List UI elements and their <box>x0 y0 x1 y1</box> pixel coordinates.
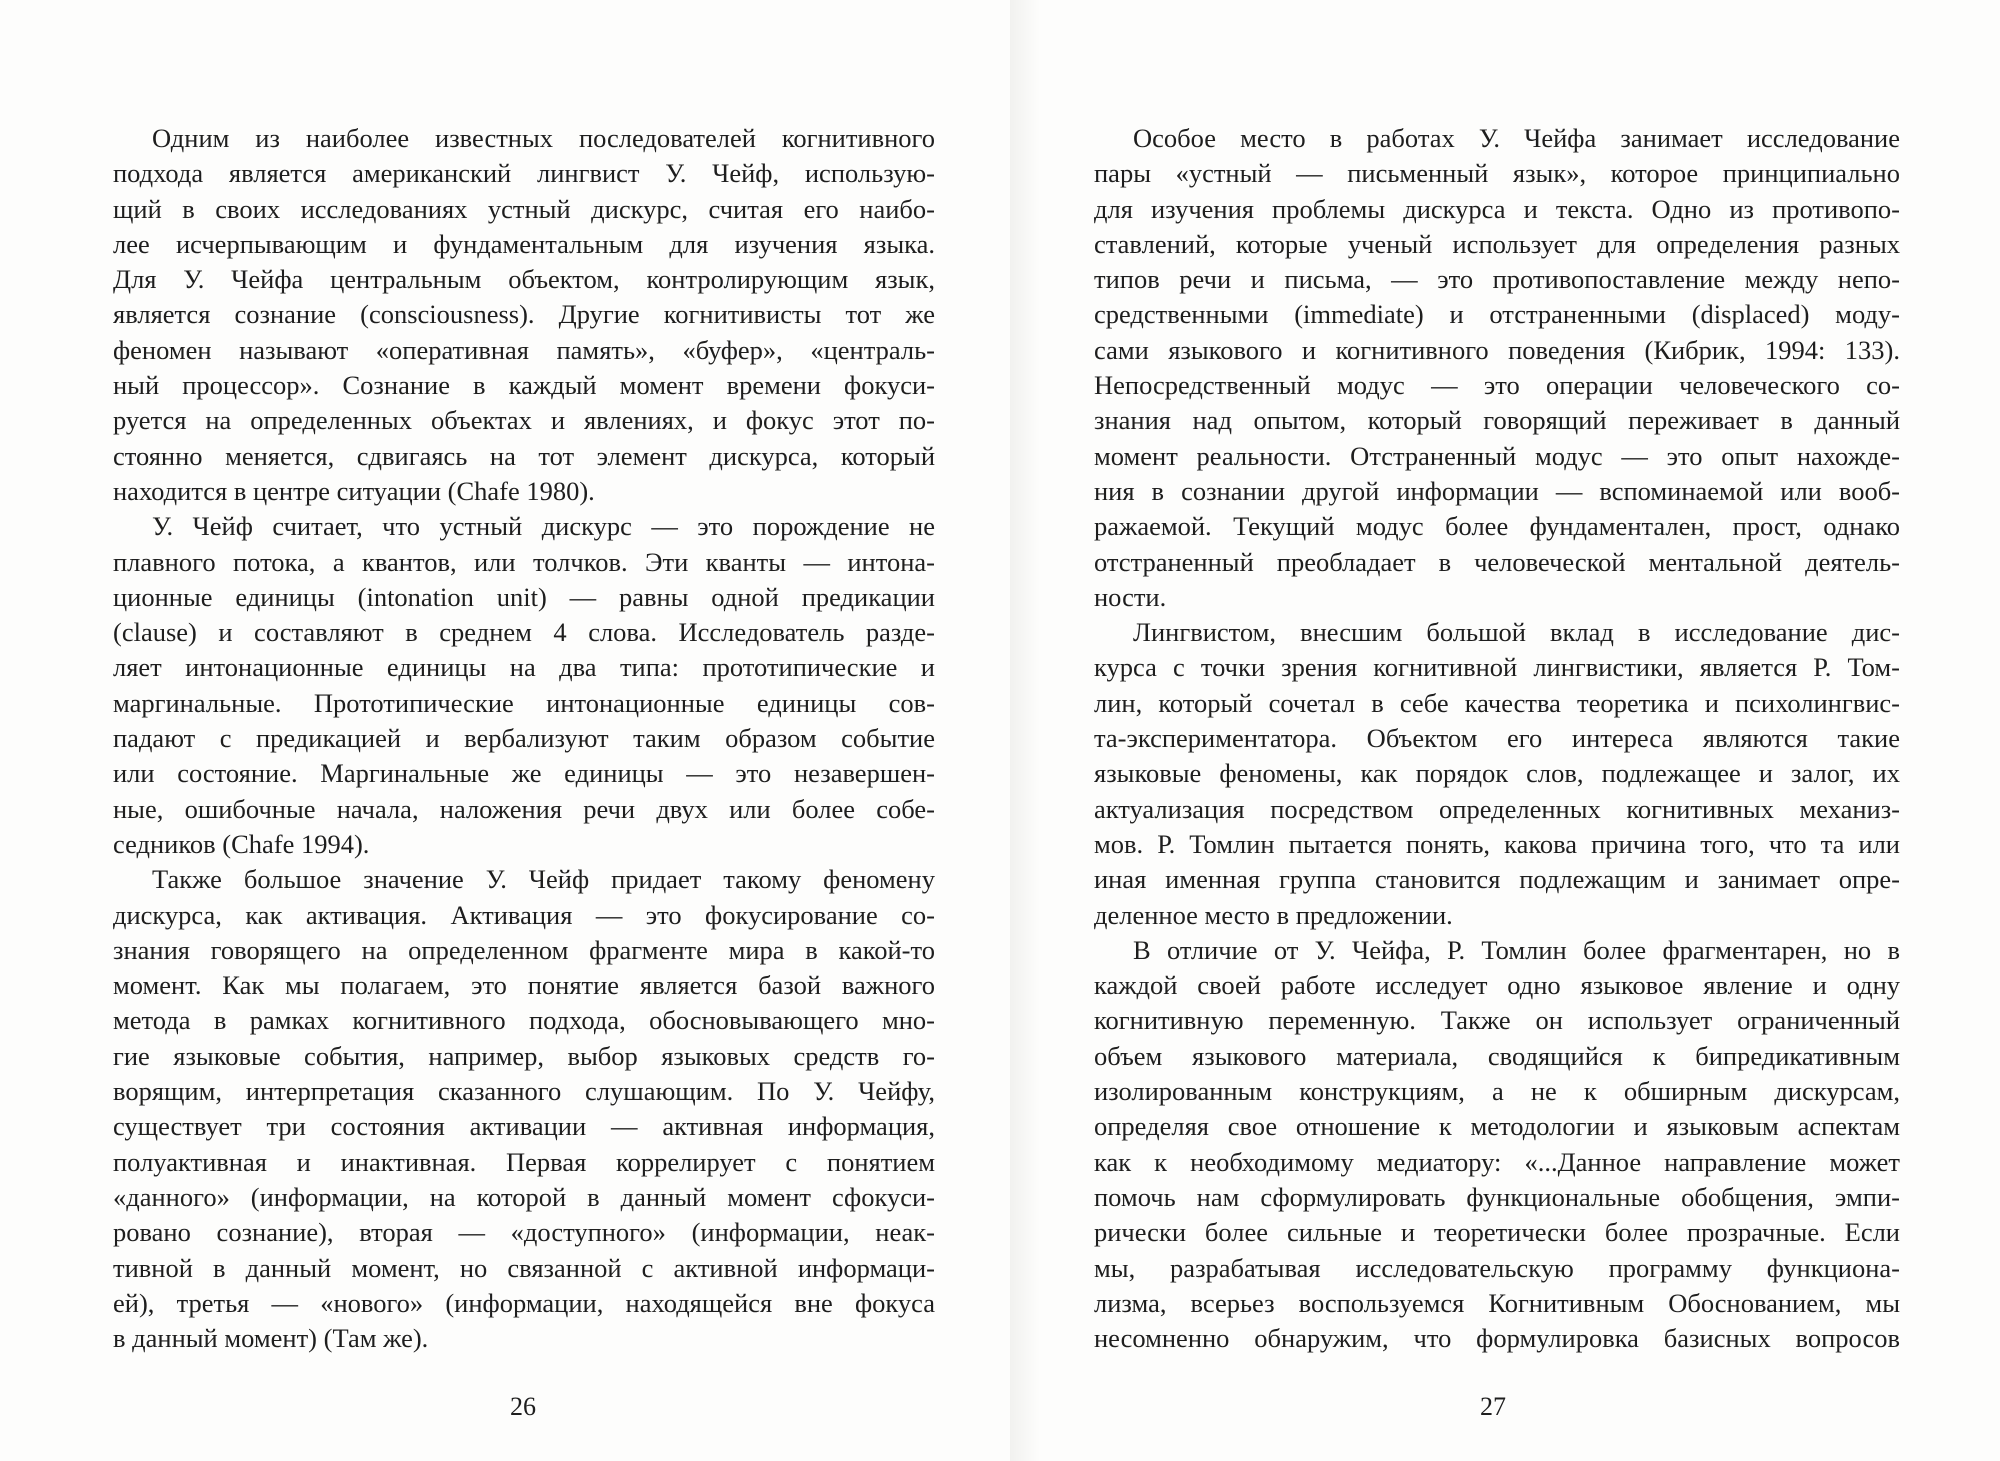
page-27-body <box>1094 121 1900 1356</box>
text-line: полуактивная и инактивная. Первая коррелирует с понятием <box>113 1146 935 1177</box>
text-line: помочь нам сформулировать функциональные обобщения, эмпи- <box>1094 1181 1900 1212</box>
text-line: плавного потока, а квантов, или толчков. Эти кванты — интона- <box>113 546 935 577</box>
text-line: языковые феномены, как порядок слов, подлежащее и залог, их <box>1094 758 1900 789</box>
page-26-body <box>113 121 935 1356</box>
text-line: изолированным конструкциям, а не к обширным дискурсам, <box>1094 1076 1900 1107</box>
text-line: как к необходимому медиатору: «...Данное направление может <box>1094 1146 1900 1177</box>
text-line: ные, ошибочные начала, наложения речи двух или более собе- <box>113 793 935 824</box>
text-line: Лингвистом, внесшим большой вклад в исследование дис- <box>1133 617 1900 648</box>
text-line: сами языкового и когнитивного поведения (Кибрик, 1994: 133). <box>1094 334 1900 365</box>
text-line: стоянно меняется, сдвигаясь на тот элемент дискурса, который <box>113 440 935 471</box>
text-line: та-экспериментатора. Объектом его интереса являются такие <box>1094 723 1900 754</box>
text-line: лее исчерпывающим и фундаментальным для изучения языка. <box>113 228 935 259</box>
paragraph <box>113 509 935 862</box>
text-line: момент реальности. Отстраненный модус — это опыт нахожде- <box>1094 440 1900 471</box>
text-line: ей), третья — «нового» (информации, находящейся вне фокуса <box>113 1287 935 1318</box>
text-line: ния в сознании другой информации — вспоминаемой или вооб- <box>1094 475 1900 506</box>
text-line: У. Чейф считает, что устный дискурс — это порождение не <box>152 511 935 542</box>
text-line: Для У. Чейфа центральным объектом, контролирующим язык, <box>113 264 935 295</box>
text-line: щий в своих исследованиях устный дискурс, считая его наибо- <box>113 193 935 224</box>
text-line: типов речи и письма, — это противопоставление между непо- <box>1094 264 1900 295</box>
text-line: лизма, всерьез воспользуемся Когнитивным Обоснованием, мы <box>1094 1287 1900 1318</box>
text-line: мы, разрабатывая исследовательскую программу функциона- <box>1094 1252 1900 1283</box>
text-line: Особое место в работах У. Чейфа занимает исследование <box>1133 123 1900 153</box>
paragraph <box>1094 121 1900 615</box>
text-line: феномен называют «оперативная память», «буфер», «централь- <box>113 334 935 365</box>
text-line: в данный момент) (Там же). <box>113 1323 429 1354</box>
text-line: руется на определенных объектах и явлениях, и фокус этот по- <box>113 405 935 436</box>
text-line: деленное место в предложении. <box>1094 899 1453 930</box>
page-number: 26 <box>510 1392 536 1421</box>
text-line: дискурса, как активация. Активация — это фокусирование со- <box>113 899 935 930</box>
text-line: средственными (immediate) и отстраненными (displaced) моду- <box>1094 299 1900 330</box>
page-number: 27 <box>1480 1392 1506 1421</box>
text-line: В отличие от У. Чейфа, Р. Томлин более фрагментарен, но в <box>1133 934 1900 965</box>
text-line: иная именная группа становится подлежащим и занимает опре- <box>1094 864 1900 895</box>
text-line: Одним из наиболее известных последователей когнитивного <box>152 123 935 153</box>
text-line: лин, который сочетал в себе качества теоретика и психолингвис- <box>1094 687 1900 718</box>
paragraph <box>113 121 935 509</box>
text-line: актуализация посредством определенных когнитивных механиз- <box>1094 793 1900 824</box>
text-line: Непосредственный модус — это операции человеческого со- <box>1094 370 1900 401</box>
text-line: рически более сильные и теоретически более прозрачные. Если <box>1094 1217 1900 1248</box>
text-line: отстраненный преобладает в человеческой ментальной деятель- <box>1094 546 1900 577</box>
text-line: ности. <box>1094 581 1167 612</box>
text-line: момент. Как мы полагаем, это понятие является базой важного <box>113 970 935 1001</box>
text-line: падают с предикацией и вербализуют таким образом событие <box>113 723 935 754</box>
text-line: ставлений, которые ученый использует для определения разных <box>1094 228 1900 259</box>
paragraph <box>113 862 935 1356</box>
text-line: несомненно обнаружим, что формулировка базисных вопросов <box>1094 1323 1900 1354</box>
paragraph <box>1094 615 1900 933</box>
text-line: знания говорящего на определенном фрагменте мира в какой-то <box>113 934 935 965</box>
text-line: ный процессор». Сознание в каждый момент времени фокуси- <box>113 370 935 401</box>
text-line: гие языковые события, например, выбор языковых средств го- <box>113 1040 935 1071</box>
text-line: седников (Chafe 1994). <box>113 828 370 859</box>
text-line: определяя свое отношение к методологии и языковым аспектам <box>1094 1111 1900 1142</box>
text-line: существует три состояния активации — активная информация, <box>113 1111 935 1142</box>
text-line: знания над опытом, который говорящий переживает в данный <box>1094 405 1900 436</box>
text-line: подхода является американский лингвист У. Чейф, использую- <box>113 158 935 189</box>
text-line: является сознание (consciousness). Другие когнитивисты тот же <box>113 299 935 330</box>
text-line: (clause) и составляют в среднем 4 слова. Исследователь разде- <box>113 617 935 648</box>
text-line: для изучения проблемы дискурса и текста. Одно из противопо- <box>1094 193 1900 224</box>
text-line: или состояние. Маргинальные же единицы — это незавершен- <box>113 758 935 789</box>
paragraph <box>1094 933 1900 1357</box>
text-line: метода в рамках когнитивного подхода, обосновывающего мно- <box>113 1005 935 1036</box>
text-line: каждой своей работе исследует одно языковое явление и одну <box>1094 970 1900 1001</box>
text-line: находится в центре ситуации (Chafe 1980). <box>113 475 595 506</box>
text-line: Также большое значение У. Чейф придает такому феномену <box>152 864 935 895</box>
text-line: мов. Р. Томлин пытается понять, какова причина того, что та или <box>1094 828 1900 859</box>
text-line: ражаемой. Текущий модус более фундаментален, прост, однако <box>1094 511 1900 542</box>
text-line: тивной в данный момент, но связанной с активной информаци- <box>113 1252 935 1283</box>
text-line: пары «устный — письменный язык», которое принципиально <box>1094 158 1900 189</box>
text-line: ляет интонационные единицы на два типа: прототипические и <box>113 652 935 683</box>
text-line: курса с точки зрения когнитивной лингвистики, является Р. Том- <box>1094 652 1900 683</box>
text-line: объем языкового материала, сводящийся к бипредикативным <box>1094 1040 1900 1071</box>
text-line: маргинальные. Прототипические интонационные единицы сов- <box>113 687 935 718</box>
text-line: «данного» (информации, на которой в данный момент сфокуси- <box>113 1181 935 1212</box>
text-line: когнитивную переменную. Также он использует ограниченный <box>1094 1005 1900 1036</box>
text-line: ционные единицы (intonation unit) — равны одной предикации <box>113 581 935 612</box>
text-line: ворящим, интерпретация сказанного слушающим. По У. Чейфу, <box>113 1076 935 1107</box>
text-line: ровано сознание), вторая — «доступного» (информации, неак- <box>113 1217 935 1248</box>
